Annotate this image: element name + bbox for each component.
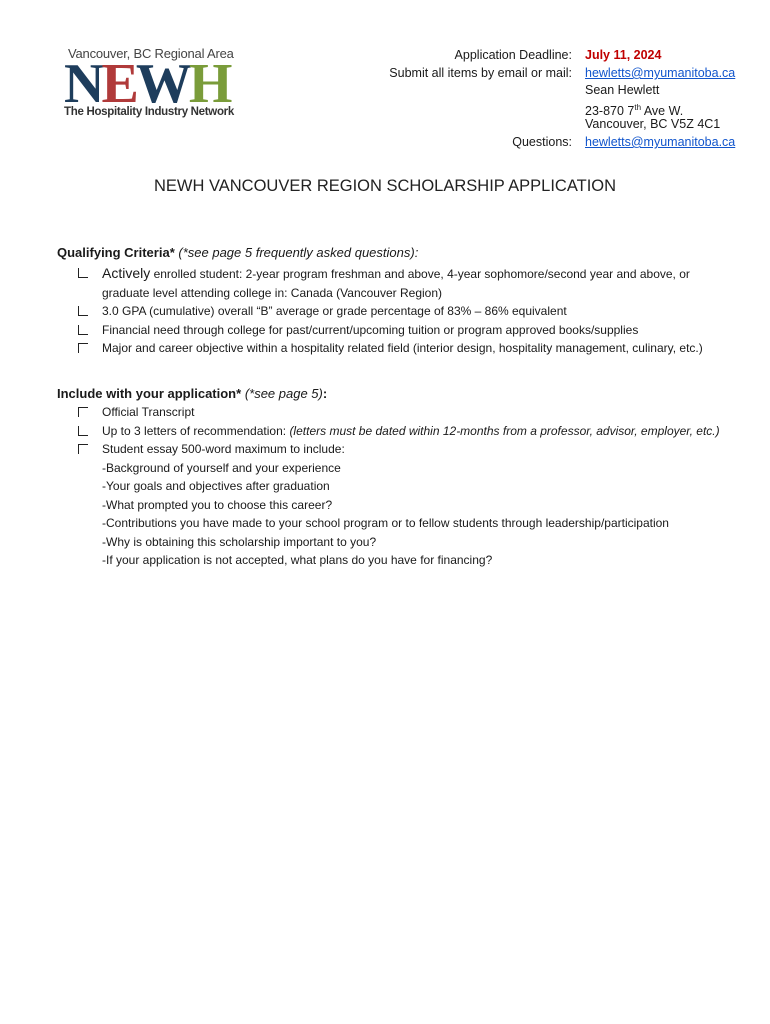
criteria-heading-note: (*see page 5 frequently asked questions): — [178, 245, 419, 260]
questions-label: Questions: — [512, 135, 572, 149]
checked-box-icon — [78, 426, 88, 436]
checked-box-icon — [78, 268, 88, 278]
include-item-text: Student essay 500-word maximum to include: — [102, 442, 345, 456]
criteria-item-text: enrolled student: 2-year program freshman and above, 4-year sophomore/second year and above, or graduate level attending college in: Canada (Vancouver Region) — [102, 267, 690, 300]
include-item-text: Up to 3 letters of recommendation: — [102, 423, 290, 438]
essay-point: -Your goals and objectives after graduation — [102, 479, 330, 493]
newh-logo — [62, 46, 234, 124]
include-item-text: Official Transcript — [102, 405, 195, 419]
include-heading — [57, 386, 327, 401]
criteria-item — [78, 264, 728, 302]
include-item-note: (letters must be dated within 12-months from a professor, advisor, employer, etc.) — [289, 423, 720, 438]
checkbox-icon — [78, 444, 88, 454]
criteria-item — [78, 302, 728, 321]
logo-letter-e: E — [101, 53, 136, 115]
include-list — [78, 403, 728, 570]
deadline-value: July 11, 2024 — [585, 48, 662, 62]
criteria-heading-text: Qualifying Criteria* — [57, 245, 175, 260]
submit-label: Submit all items by email or mail: — [389, 66, 572, 80]
criteria-item-text: Financial need through college for past/current/upcoming tuition or program approved books/supplies — [102, 322, 639, 337]
deadline-label: Application Deadline: — [454, 48, 572, 62]
page-title: NEWH VANCOUVER REGION SCHOLARSHIP APPLICATION — [153, 177, 617, 195]
include-item — [78, 403, 728, 422]
essay-point: -What prompted you to choose this career? — [102, 497, 333, 512]
contact-name: Sean Hewlett — [585, 83, 660, 97]
essay-point: -Contributions you have made to your school program or to fellow students through leadership/participation — [102, 516, 669, 530]
address-street-number: 23-870 7 — [585, 104, 635, 119]
checkbox-icon — [78, 343, 88, 353]
logo-letter-h: H — [188, 53, 230, 115]
criteria-heading — [57, 245, 418, 260]
logo-region-text: Vancouver, BC Regional Area — [68, 46, 234, 61]
logo-letter-n: N — [64, 53, 102, 115]
submit-email-link[interactable]: hewletts@myumanitoba.ca — [585, 66, 736, 80]
criteria-item-text: Major and career objective within a hospitality related field (interior design, hospitality management, culinary, etc.) — [102, 341, 703, 355]
include-heading-note: (*see page 5) — [244, 386, 323, 401]
questions-email-link[interactable]: hewletts@myumanitoba.ca — [585, 135, 736, 149]
logo-letter-w: W — [135, 53, 189, 115]
criteria-list — [78, 264, 728, 358]
address-city: Vancouver, BC V5Z 4C1 — [585, 117, 721, 131]
address-street-suffix: th — [634, 103, 642, 112]
essay-point: -If your application is not accepted, what plans do you have for financing? — [102, 553, 493, 567]
include-heading-colon: : — [322, 386, 328, 401]
criteria-item-lead-word: Actively — [102, 265, 151, 281]
essay-point: -Background of yourself and your experience — [102, 460, 341, 475]
include-item — [78, 422, 728, 441]
address-street-name: Ave W. — [641, 104, 684, 119]
include-heading-text: Include with your application* — [57, 386, 242, 401]
criteria-item-text: 3.0 GPA (cumulative) overall “B” average or grade percentage of 83% – 86% equivalent — [102, 304, 567, 318]
include-item — [78, 440, 728, 570]
checked-box-icon — [78, 325, 88, 335]
checkbox-icon — [78, 407, 88, 417]
essay-point: -Why is obtaining this scholarship important to you? — [102, 534, 377, 549]
criteria-item — [78, 321, 728, 340]
checked-box-icon — [78, 306, 88, 316]
logo-tagline: The Hospitality Industry Network — [64, 106, 234, 118]
criteria-item — [78, 339, 728, 358]
